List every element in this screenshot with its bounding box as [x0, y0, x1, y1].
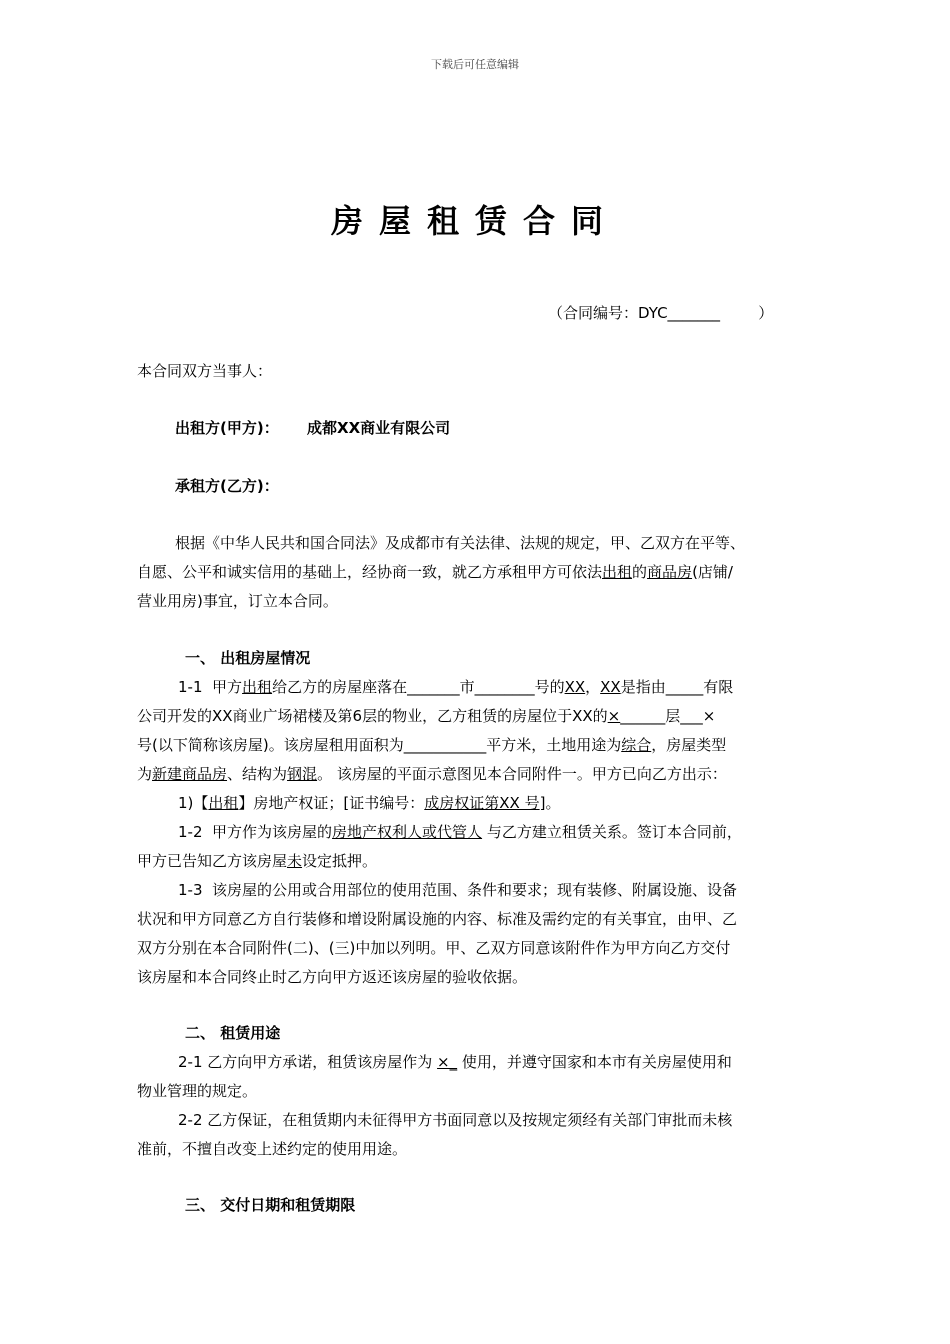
preamble-line: 营业用房)事宜，订立本合同。 — [137, 592, 338, 610]
contract-number: （合同编号：DYC_______ ） — [548, 304, 774, 322]
clause-line: 甲方已告知乙方该房屋未设定抵押。 — [137, 852, 378, 870]
clause-line: 1)【出租】房地产权证；[证书编号：成房权证第XX 号]。 — [178, 794, 561, 812]
lessor-label: 出租方(甲方)： — [175, 419, 279, 437]
parties-intro: 本合同双方当事人： — [137, 362, 273, 380]
lessee-label: 承租方(乙方)： — [175, 477, 279, 495]
document-title: 房屋租赁合同 — [330, 202, 619, 240]
lessor-name: 成都XX商业有限公司 — [307, 419, 451, 437]
page-header-note: 下载后可任意编辑 — [431, 58, 519, 71]
clause-line: 号(以下简称该房屋)。该房屋租用面积为___________平方米，土地用途为综合，房屋类型 — [137, 736, 727, 754]
clause-line: 准前，不擅自改变上述约定的使用用途。 — [137, 1140, 408, 1158]
section-title: 三、 交付日期和租赁期限 — [185, 1196, 356, 1214]
clause-line: 双方分别在本合同附件(二)、(三)中加以列明。甲、乙双方同意该附件作为甲方向乙方交付 — [137, 939, 731, 957]
clause-line: 状况和甲方同意乙方自行装修和增设附属设施的内容、标准及需约定的有关事宜，由甲、乙 — [137, 910, 738, 928]
preamble-line: 根据《中华人民共和国合同法》及成都市有关法律、法规的规定，甲、乙双方在平等、 — [175, 534, 746, 552]
clause-line: 1-1 甲方出租给乙方的房屋座落在_______市________号的XX，XX是指由_____有限 — [178, 678, 734, 696]
clause-line: 公司开发的XX商业广场裙楼及第6层的物业，乙方租赁的房屋位于XX的×______层___× — [137, 707, 716, 725]
clause-line: 1-3 该房屋的公用或合用部位的使用范围、条件和要求；现有装修、附属设施、设备 — [178, 881, 738, 899]
clause-line: 2-2 乙方保证，在租赁期内未征得甲方书面同意以及按规定须经有关部门审批而未核 — [178, 1111, 733, 1129]
clause-line: 该房屋和本合同终止时乙方向甲方返还该房屋的验收依据。 — [137, 968, 528, 986]
section-title: 二、 租赁用途 — [185, 1024, 281, 1042]
section-title: 一、 出租房屋情况 — [185, 649, 311, 667]
clause-line: 为新建商品房、结构为钢混。 该房屋的平面示意图见本合同附件一。甲方已向乙方出示： — [137, 765, 727, 783]
clause-line: 2-1 乙方向甲方承诺，租赁该房屋作为 ×_ 使用，并遵守国家和本市有关房屋使用和 — [178, 1053, 732, 1071]
clause-line: 1-2 甲方作为该房屋的房地产权利人或代管人 与乙方建立租赁关系。签订本合同前， — [178, 823, 742, 841]
preamble-line: 自愿、公平和诚实信用的基础上，经协商一致，就乙方承租甲方可依法出租的商品房(店铺/ — [137, 563, 733, 581]
clause-line: 物业管理的规定。 — [137, 1082, 258, 1100]
